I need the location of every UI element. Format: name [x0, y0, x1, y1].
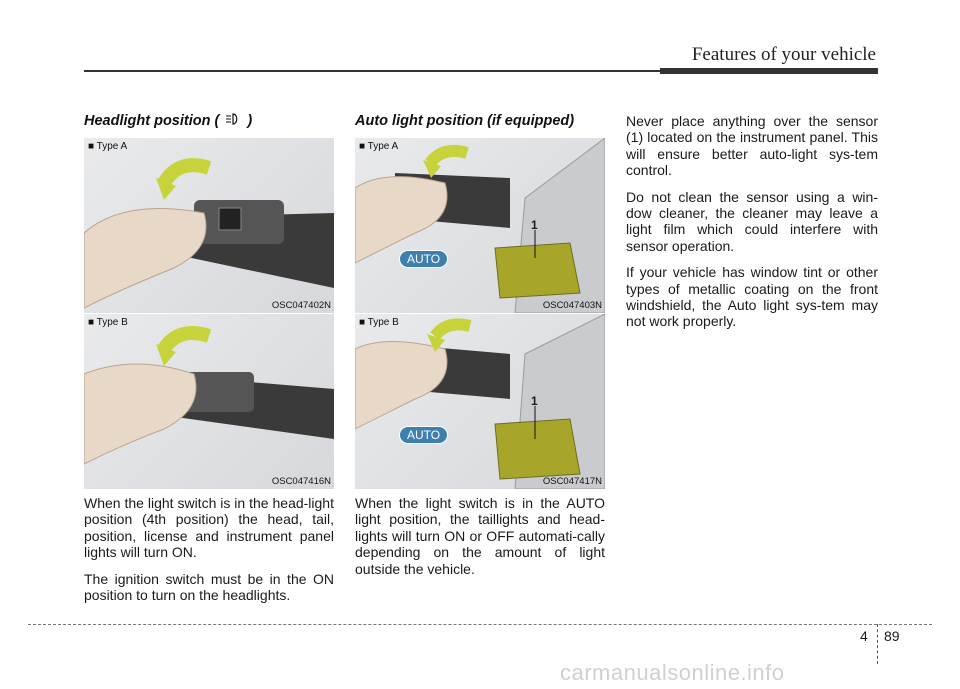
sensor-illustration [355, 138, 605, 313]
figure-type-label: ■ Type A [88, 141, 128, 152]
figure-code: OSC047403N [542, 300, 602, 311]
right-column [626, 113, 878, 340]
auto-callout-badge: AUTO [399, 426, 448, 444]
left-column [84, 113, 334, 129]
figure-code: OSC047416N [271, 476, 331, 487]
section-title: Features of your vehicle [691, 44, 876, 65]
paragraph: Do not clean the sensor using a win-dow cleaner, the cleaner may leave a light film which could interfere with sensor operation. [626, 188, 878, 254]
stalk-illustration [84, 314, 334, 489]
paragraph: Never place anything over the sensor (1) located on the instrument panel. This will ensure better auto-light sys-tem control. [626, 113, 878, 179]
paragraph: The ignition switch must be in the ON position to turn on the headlights. [84, 570, 334, 604]
middle-column [355, 113, 605, 129]
middle-text [355, 495, 605, 587]
heading-text-end: ) [247, 113, 253, 129]
figure-type-label: ■ Type A [359, 141, 399, 152]
footer-rule [28, 624, 932, 625]
paragraph: When the light switch is in the head-light position (4th position) the head, tail, position, license and instrument panel lights will turn ON. [84, 495, 334, 561]
auto-light-heading: Auto light position (if equipped) [355, 113, 575, 129]
headlight-heading [84, 113, 334, 129]
stalk-illustration [84, 138, 334, 313]
header-rule-accent [660, 68, 878, 74]
left-text [84, 495, 334, 613]
figure-type-label: ■ Type B [359, 317, 399, 328]
figure-headlight-type-b [84, 314, 334, 489]
heading-text: Headlight position ( [84, 113, 220, 129]
header-rule [84, 70, 660, 72]
headlight-symbol-icon [225, 113, 241, 129]
figure-code: OSC047402N [271, 300, 331, 311]
sensor-illustration [355, 314, 605, 489]
figure-auto-type-a [355, 138, 605, 313]
callout-number: 1 [531, 218, 538, 232]
watermark: carmanualsonline.info [560, 660, 785, 685]
figure-headlight-type-a [84, 138, 334, 313]
paragraph: When the light switch is in the AUTO light position, the taillights and head-lights will turn ON or OFF automati-cally depending on the amount of light outside the vehicle. [355, 495, 605, 577]
figure-code: OSC047417N [542, 476, 602, 487]
page-number: 89 [884, 628, 900, 644]
paragraph: If your vehicle has window tint or other types of metallic coating on the front windshield, the Auto light sys-tem may not work properly. [626, 264, 878, 330]
auto-callout-badge: AUTO [399, 250, 448, 268]
chapter-number: 4 [860, 628, 868, 644]
callout-number: 1 [531, 394, 538, 408]
page-divider [877, 624, 879, 664]
figure-auto-type-b [355, 314, 605, 489]
figure-type-label: ■ Type B [88, 317, 128, 328]
